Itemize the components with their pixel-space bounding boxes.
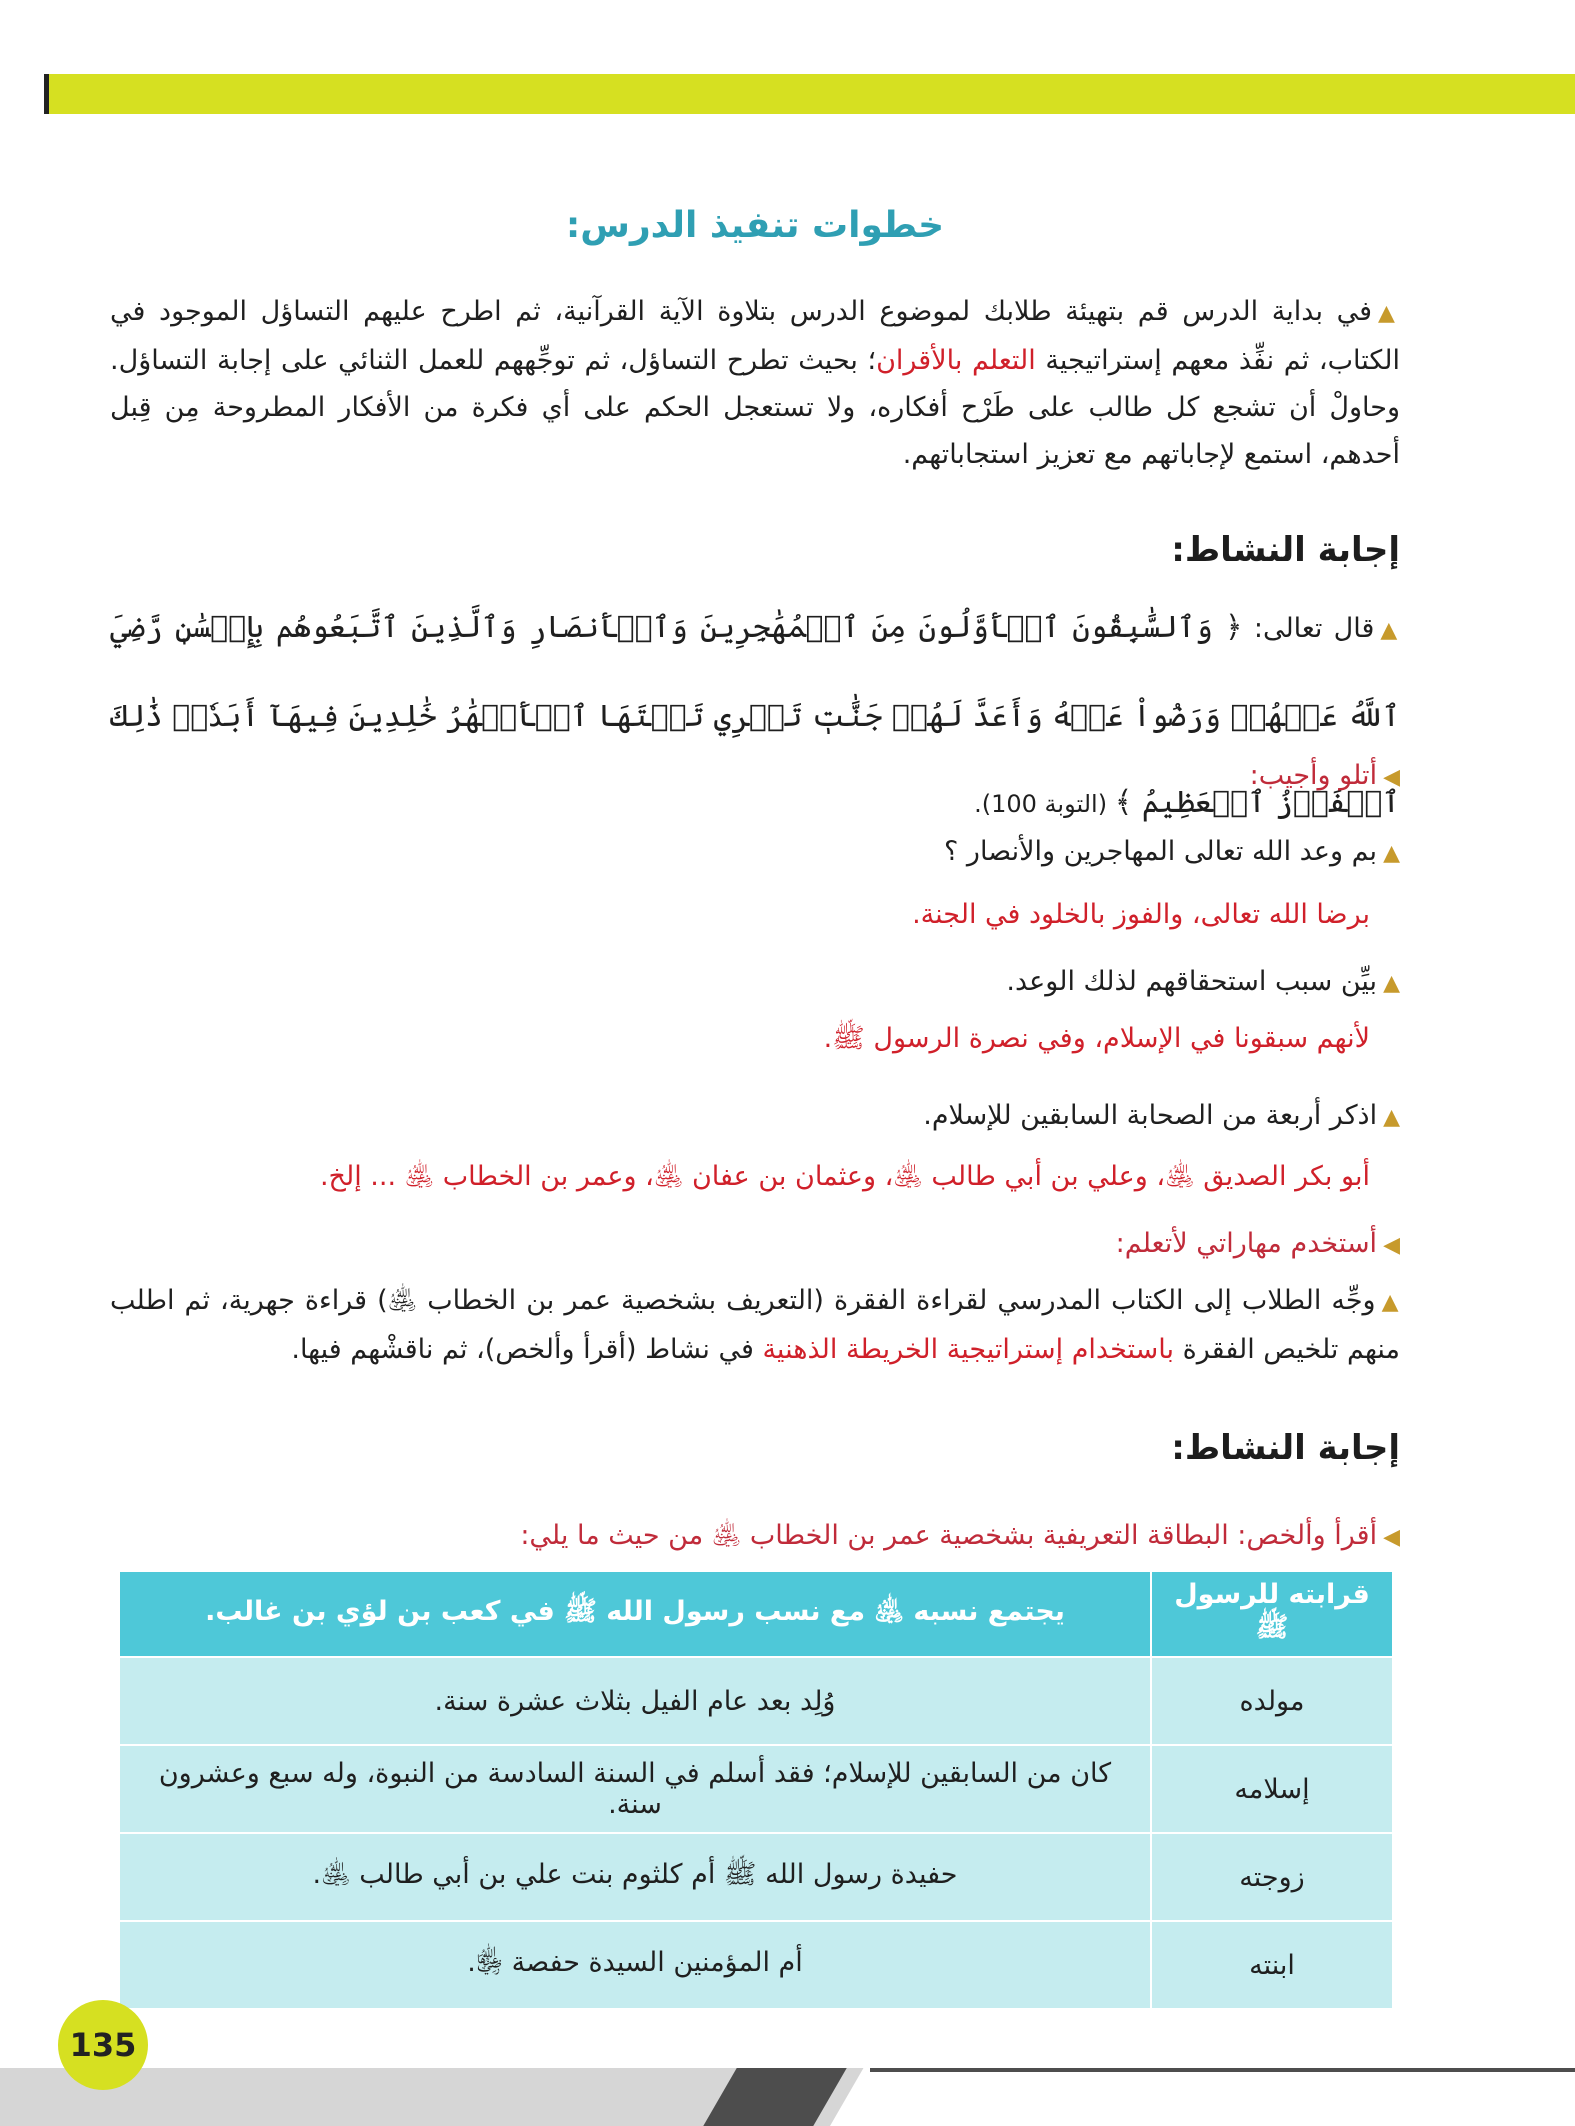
activity2-heading: إجابة النشاط:: [1171, 1428, 1400, 1468]
answer-1: برضا الله تعالى، والفوز بالخلود في الجنة.: [912, 899, 1370, 930]
strategy-highlight: باستخدام إستراتيجية الخريطة الذهنية: [762, 1334, 1175, 1365]
skills-block: [110, 1228, 1400, 1373]
read-summarize-block: [110, 1518, 1400, 1558]
bullet-icon: ▲: [1383, 841, 1400, 866]
activity2-heading-block: [110, 1428, 1400, 1468]
verse-reference: (التوبة 100).: [974, 790, 1115, 818]
table-cell-value: أم المؤمنين السيدة حفصة ﵂.: [119, 1921, 1151, 2009]
question-1-text: بم وعد الله تعالى المهاجرين والأنصار ؟: [944, 836, 1378, 867]
page-number: 135: [58, 2000, 148, 2090]
skills-label: ◀أستخدم مهاراتي لأتعلم:: [1115, 1228, 1400, 1259]
activity1-heading: إجابة النشاط:: [1171, 530, 1400, 570]
skills-paragraph: ▲وجِّه الطلاب إلى الكتاب المدرسي لقراءة الفقرة (التعريف بشخصية عمر بن الخطاب ﵁) قراءة جهرية، ثم اطلب منهم تلخيص الفقرة باستخدام إستراتيجية الخريطة الذهنية في نشاط (أقرأ وألخص)، ثم ناقشْهم فيها.: [110, 1285, 1400, 1365]
quran-verse: ▲قال تعالى: ﴿ وَٱلسَّٰبِقُونَ ٱلۡأَوَّلُونَ مِنَ ٱلۡمُهَٰجِرِينَ وَٱلۡأَنصَارِ وَٱلَّذِينَ ٱتَّبَعُوهُم بِإِحۡسَٰنٖ رَّضِيَ ٱللَّهُ عَنۡهُمۡ وَرَضُواْ عَنۡهُ وَأَعَدَّ لَهُمۡ جَنَّٰتٖ تَجۡرِي تَحۡتَهَا ٱلۡأَنۡهَٰرُ خَٰلِدِينَ فِيهَآ أَبَدٗاۚ ذَٰلِكَ ٱلۡفَوۡزُ ٱلۡعَظِيمُ ﴾ (التوبة 100).: [110, 610, 1400, 820]
table-cell-value: وُلِد بعد عام الفيل بثلاث عشرة سنة.: [119, 1657, 1151, 1745]
recite-block: [110, 760, 1400, 791]
answer-3: أبو بكر الصديق ﵁، وعلي بن أبي طالب ﵁، وعثمان بن عفان ﵁، وعمر بن الخطاب ﵁ ... إلخ.: [319, 1161, 1370, 1192]
strategy-highlight: التعلم بالأقران: [876, 345, 1036, 376]
table-cell-label: مولده: [1151, 1657, 1393, 1745]
triangle-icon: ◀: [1383, 1525, 1400, 1550]
intro-paragraph: ▲في بداية الدرس قم بتهيئة طلابك لموضوع الدرس بتلاوة الآية القرآنية، ثم اطرح عليهم التساؤل الموجود في الكتاب، ثم نفِّذ معهم إستراتيجية التعلم بالأقران؛ بحيث تطرح التساؤل، ثم توجِّههم للعمل الثنائي على إجابة التساؤل. وحاولْ أن تشجع كل طالب على طَرْح أفكاره، ولا تستعجل الحكم على أي فكرة من الأفكار المطروحة مِن قِبل أحدهم، استمع لإجاباتهم مع تعزيز استجاباتهم.: [110, 296, 1401, 470]
footer-stripe: [830, 2068, 1575, 2126]
bullet-icon: ▲: [1378, 301, 1401, 326]
recite-label: ◀أتلو وأجيب:: [1249, 760, 1400, 791]
question-3: [110, 1092, 1400, 1199]
intro-block: [110, 288, 1400, 478]
triangle-icon: ◀: [1383, 765, 1400, 790]
activity1-heading-block: [110, 530, 1400, 570]
table-cell-label: إسلامه: [1151, 1745, 1393, 1833]
table-cell-label: ابنته: [1151, 1921, 1393, 2009]
question-2: [110, 958, 1400, 1061]
table-cell-label: زوجته: [1151, 1833, 1393, 1921]
triangle-icon: ◀: [1383, 1233, 1400, 1258]
table-row: [119, 1745, 1393, 1833]
table-cell-value: حفيدة رسول الله ﷺ أم كلثوم بنت علي بن أبي طالب ﵁.: [119, 1833, 1151, 1921]
question-2-text: بيِّن سبب استحقاقهم لذلك الوعد.: [1006, 966, 1378, 997]
read-summarize-label: ◀أقرأ وألخص: البطاقة التعريفية بشخصية عمر بن الخطاب ﵁ من حيث ما يلي:: [520, 1520, 1400, 1551]
table-header-cell: يجتمع نسبه ﵁ مع نسب رسول الله ﷺ في كعب بن لؤي بن غالب.: [119, 1571, 1151, 1657]
table-header-row: [119, 1571, 1393, 1657]
table-row: [119, 1833, 1393, 1921]
bullet-icon: ▲: [1383, 1105, 1400, 1130]
question-1: [110, 828, 1400, 937]
answer-2: لأنهم سبقونا في الإسلام، وفي نصرة الرسول ﷺ.: [823, 1023, 1370, 1054]
table-row: [119, 1921, 1393, 2009]
section-title: خطوات تنفيذ الدرس:: [565, 205, 945, 246]
table-header-cell: قرابته للرسول ﷺ: [1151, 1571, 1393, 1657]
top-color-bar: [44, 74, 1575, 114]
verse-text: وَٱلسَّٰبِقُونَ ٱلۡأَوَّلُونَ مِنَ ٱلۡمُهَٰجِرِينَ وَٱلۡأَنصَارِ وَٱلَّذِينَ ٱتَّبَعُوهُم بِإِحۡسَٰنٖ رَّضِيَ ٱللَّهُ عَنۡهُمۡ وَرَضُواْ عَنۡهُ وَأَعَدَّ لَهُمۡ جَنَّٰتٖ تَجۡرِي تَحۡتَهَا ٱلۡأَنۡهَٰرُ خَٰلِدِينَ فِيهَآ أَبَدٗاۚ ذَٰلِكَ ٱلۡفَوۡزُ ٱلۡعَظِيمُ: [110, 610, 1400, 820]
profile-table: [118, 1570, 1394, 2010]
bullet-icon: ▲: [1380, 618, 1400, 643]
bullet-icon: ▲: [1381, 1290, 1400, 1315]
table-row: [119, 1657, 1393, 1745]
table-cell-value: كان من السابقين للإسلام؛ فقد أسلم في السنة السادسة من النبوة، وله سبع وعشرون سنة.: [119, 1745, 1151, 1833]
verse-block: [110, 585, 1400, 847]
footer-line: [870, 2068, 1575, 2072]
bullet-icon: ▲: [1383, 971, 1400, 996]
question-3-text: اذكر أربعة من الصحابة السابقين للإسلام.: [923, 1100, 1378, 1131]
